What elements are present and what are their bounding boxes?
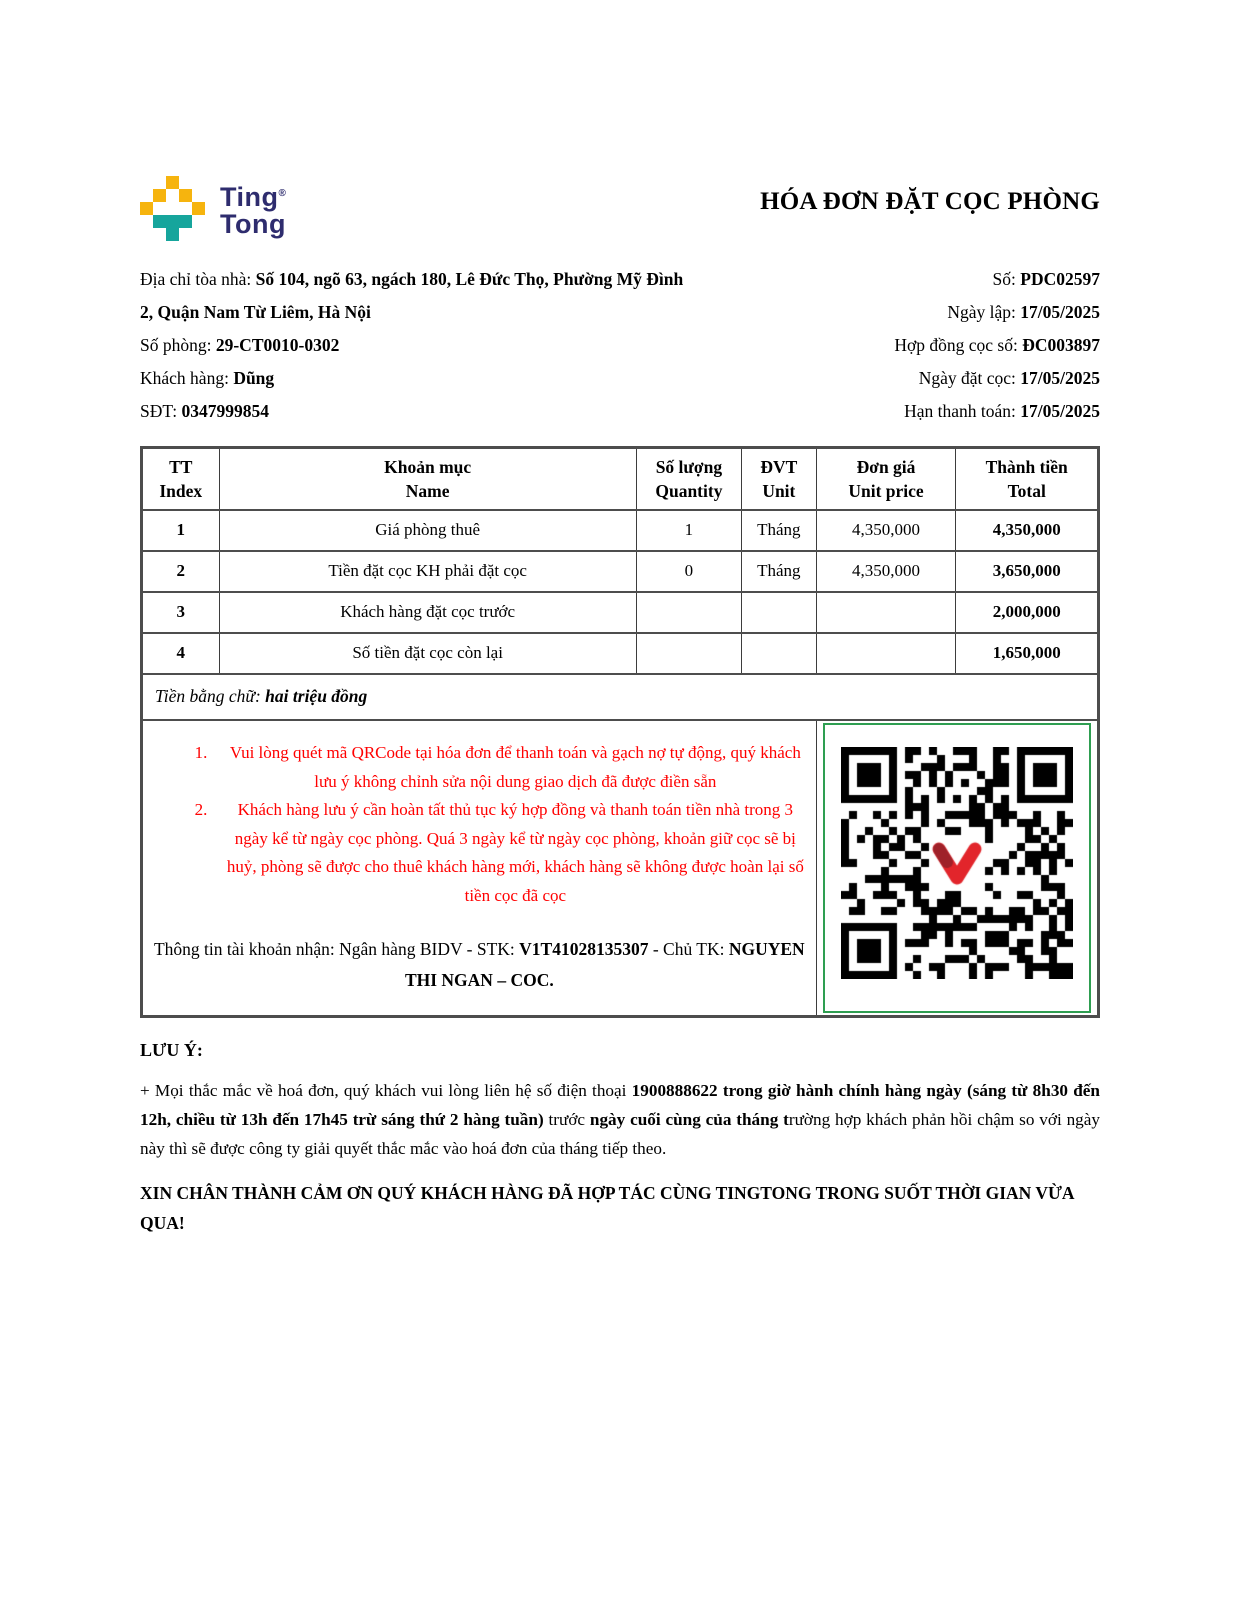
note-item: 1. Vui lòng quét mã QRCode tại hóa đơn để thanh toán và gạch nợ tự động, quý khách lưu ý không chỉnh sửa nội dung giao dịch đã được điền sẵn — [194, 743, 801, 791]
logo-pixel — [166, 228, 179, 241]
logo-pixel — [179, 189, 192, 202]
invoice-meta — [700, 263, 1100, 428]
qr-cell — [816, 720, 1098, 1017]
logo-pixel — [153, 215, 192, 228]
logo-wordmark — [220, 180, 286, 238]
logo-word1: Ting — [220, 181, 279, 212]
bank-account-info: Thông tin tài khoản nhận: Ngân hàng BIDV - STK: V1T41028135307 - Chủ TK: NGUYEN THI NGAN – COC. — [153, 939, 805, 990]
customer-info — [140, 263, 700, 428]
col-header-unit: ĐVT Unit — [742, 448, 817, 510]
logo-pixel — [140, 202, 153, 215]
bank-account-holder: NGUYEN THI NGAN – COC. — [404, 939, 805, 990]
table-row: 3 Khách hàng đặt cọc trước 2,000,000 — [142, 592, 1099, 633]
col-header-index: TT Index — [142, 448, 220, 510]
registered-mark: ® — [278, 187, 287, 199]
logo-pixel — [192, 202, 205, 215]
logo-pixel — [153, 189, 166, 202]
document-title: HÓA ĐƠN ĐẶT CỌC PHÒNG — [760, 188, 1100, 215]
building-address-line: Địa chỉ tòa nhà: Số 104, ngõ 63, ngách 180, Lê Đức Thọ, Phường Mỹ Đình 2, Quận Nam Từ Liêm, Hà Nội — [140, 269, 684, 322]
table-header — [142, 448, 1099, 510]
customer-name-line: Khách hàng: Dũng — [140, 368, 275, 388]
payment-qr-code — [841, 747, 1073, 979]
room-number-line: Số phòng: 29-CT0010-0302 — [140, 335, 340, 355]
payment-notes-cell — [142, 720, 817, 1017]
bank-account-number: V1T41028135307 — [519, 939, 649, 959]
deposit-date-line: Ngày đặt cọc: 17/05/2025 — [918, 368, 1100, 388]
amount-in-words: Tiền bằng chữ: hai triệu đồng — [142, 674, 1099, 720]
notice-heading: LƯU Ý: — [140, 1039, 203, 1060]
col-header-unit-price: Đơn giá Unit price — [816, 448, 956, 510]
qr-border-box — [823, 723, 1091, 1013]
notes-row — [142, 720, 1099, 1017]
col-header-total: Thành tiền Total — [956, 448, 1099, 510]
hotline-number: 1900888622 trong giờ hành chính hàng ngày (sáng từ 8h30 đến 12h, chiều từ 13h đến 17h45 trừ sáng thứ 2 hàng tuần) — [140, 1080, 1100, 1129]
col-header-quantity: Số lượng Quantity — [636, 448, 741, 510]
note-item: 2. Khách hàng lưu ý cần hoàn tất thủ tục ký hợp đồng và thanh toán tiền nhà trong 3 ngày kể từ ngày cọc phòng. Quá 3 ngày kể từ ngày cọc phòng, khoản giữ cọc sẽ bị huỷ, phòng sẽ được cho thuê khách hàng mới, khách hàng sẽ không được hoàn lại số tiền cọc đã cọc — [194, 800, 804, 905]
issue-date-line: Ngày lập: 17/05/2025 — [947, 302, 1100, 322]
invoice-number-line: Số: PDC02597 — [992, 269, 1100, 289]
contract-number-line: Hợp đồng cọc số: ĐC003897 — [894, 335, 1100, 355]
logo-word2: Tong — [220, 208, 286, 239]
col-header-name: Khoản mục Name — [219, 448, 636, 510]
header — [140, 176, 1100, 241]
due-date-line: Hạn thanh toán: 17/05/2025 — [904, 401, 1100, 421]
phone-line: SĐT: 0347999854 — [140, 401, 269, 421]
table-row: 4 Số tiền đặt cọc còn lại 1,650,000 — [142, 633, 1099, 674]
invoice-content — [140, 176, 1100, 1238]
thanks-paragraph: XIN CHÂN THÀNH CẢM ƠN QUÝ KHÁCH HÀNG ĐÃ HỢP TÁC CÙNG TINGTONG TRONG SUỐT THỜI GIAN VỪA QUA! — [140, 1182, 1074, 1233]
amount-in-words-row — [142, 674, 1099, 720]
table-row: 2 Tiền đặt cọc KH phải đặt cọc 0 Tháng 4,350,000 3,650,000 — [142, 551, 1099, 592]
notice-paragraph: + Mọi thắc mắc về hoá đơn, quý khách vui lòng liên hệ số điện thoại 1900888622 trong giờ hành chính hàng ngày (sáng từ 8h30 đến 12h, chiều từ 13h đến 17h45 trừ sáng thứ 2 hàng tuần) trước ngày cuối cùng của tháng trường hợp khách phản hồi chậm so với ngày này thì sẽ được công ty giải quyết thắc mắc vào hoá đơn của tháng tiếp theo. — [140, 1080, 1100, 1158]
items-table — [140, 446, 1100, 1018]
logo-pixel — [166, 176, 179, 189]
tingtong-logo — [140, 176, 286, 241]
invoice-info — [140, 263, 1100, 428]
table-row: 1 Giá phòng thuê 1 Tháng 4,350,000 4,350,000 — [142, 510, 1099, 551]
tingtong-logo-icon — [140, 176, 205, 241]
